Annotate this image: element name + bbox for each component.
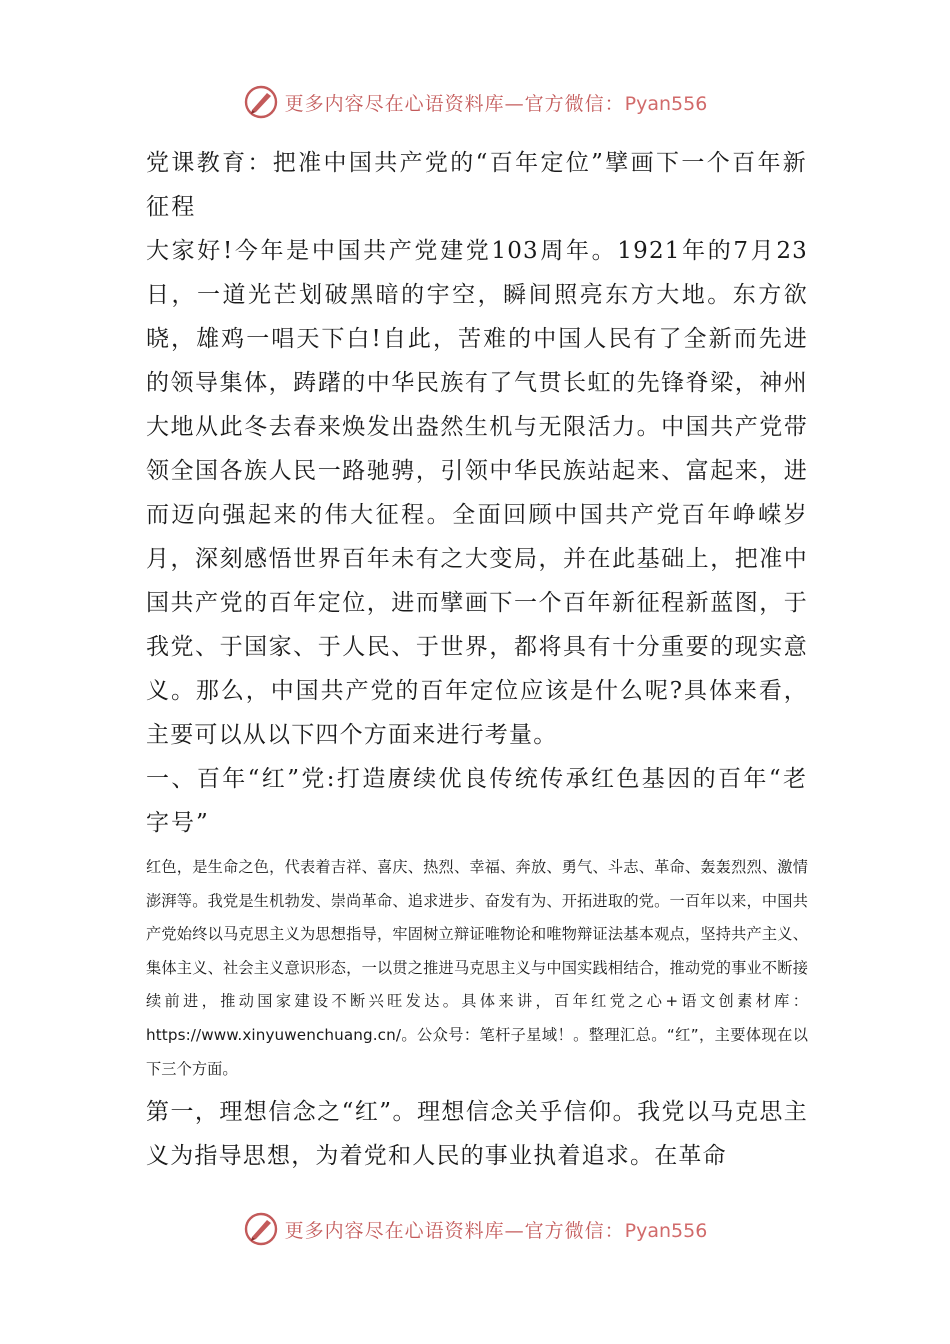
wechat-id: Pyan556: [624, 92, 708, 115]
document-title: 党课教育：把准中国共产党的“百年定位”擘画下一个百年新征程: [146, 150, 808, 220]
section-1-body: 红色，是生命之色，代表着吉祥、喜庆、热烈、幸福、奔放、勇气、斗志、革命、轰轰烈烈、激情澎湃等。我党是生机勃发、崇尚革命、追求进步、奋发有为、开拓进取的党。一百年以来，中国共产党始终以马克思主义为思想指导，牢固树立辩证唯物论和唯物辩证法基本观点，坚持共产主义、集体主义、社会主义意识形态，一以贯之推进马克思主义与中国实践相结合，推动党的事业不断接续前进，推动国家建设不断兴旺发达。具体来讲，百年红党之心+语文创素材库：https://www.xinyuwenchuang.cn/。公众号：笔杆子星域！。整理汇总。“红”，主要体现在以下三个方面。: [146, 858, 808, 1078]
wechat-id: Pyan556: [624, 1219, 708, 1242]
pen-logo-icon: [243, 1211, 279, 1247]
intro-paragraph: 大家好!今年是中国共产党建党103周年。1921年的7月23日，一道光芒划破黑暗的宇空，瞬间照亮东方大地。东方欲晓，雄鸡一唱天下白!自此，苦难的中国人民有了全新而先进的领导集体，踌躇的中华民族有了气贯长虹的先锋脊梁，神州大地从此冬去春来焕发出盎然生机与无限活力。中国共产党带领全国各族人民一路驰骋，引领中华民族站起来、富起来，进而迈向强起来的伟大征程。全面回顾中国共产党百年峥嵘岁月，深刻感悟世界百年未有之大变局，并在此基础上，把准中国共产党的百年定位，进而擘画下一个百年新征程新蓝图，于我党、于国家、于人民、于世界，都将具有十分重要的现实意义。那么，中国共产党的百年定位应该是什么呢?具体来看，主要可以从以下四个方面来进行考量。: [146, 238, 808, 748]
point-1-paragraph: 第一，理想信念之“红”。理想信念关乎信仰。我党以马克思主义为指导思想，为着党和人民的事业执着追求。在革命: [146, 1099, 808, 1170]
footer-watermark-banner: [0, 1207, 950, 1251]
pen-logo-icon: [243, 84, 279, 120]
banner-text: 更多内容尽在心语资料库—官方微信：Pyan556: [284, 1219, 708, 1242]
document-body: [146, 141, 808, 1178]
header-watermark-banner: [0, 80, 950, 124]
banner-text: 更多内容尽在心语资料库—官方微信：Pyan556: [284, 92, 708, 115]
section-1-heading: 一、百年“红”党:打造赓续优良传统传承红色基因的百年“老字号”: [146, 766, 808, 836]
